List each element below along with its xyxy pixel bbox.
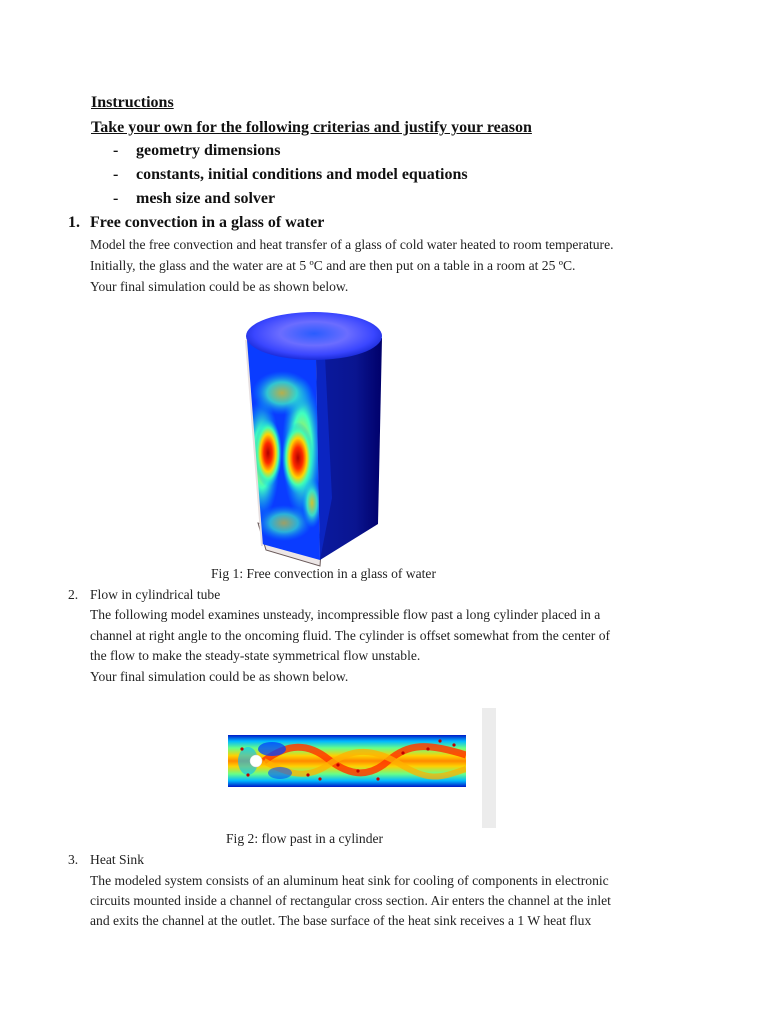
criteria-bullet: -: [113, 190, 119, 207]
body-line: The following model examines unsteady, incompressible flow past a long cylinder placed in a: [90, 607, 601, 622]
instructions-heading: Instructions: [91, 94, 174, 111]
body-line: Your final simulation could be as shown below.: [90, 669, 349, 684]
body-line: and exits the channel at the outlet. The base surface of the heat sink receives a 1 W heat flux: [90, 913, 592, 928]
section-title: Flow in cylindrical tube: [90, 587, 221, 602]
instructions-subheading: Take your own for the following criterias and justify your reason: [91, 119, 532, 136]
body-line: circuits mounted inside a channel of rectangular cross section. Air enters the channel at the inlet: [90, 893, 611, 908]
section-number: 2.: [68, 587, 79, 602]
criteria-bullet: -: [113, 142, 119, 159]
criteria-item: mesh size and solver: [136, 190, 276, 207]
criteria-item: constants, initial conditions and model equations: [136, 166, 468, 183]
figure-edge-shade: [482, 708, 496, 828]
body-line: Model the free convection and heat transfer of a glass of cold water heated to room temperature.: [90, 237, 614, 252]
figure-caption: Fig 1: Free convection in a glass of water: [211, 566, 436, 581]
section-title: Free convection in a glass of water: [90, 214, 325, 231]
criteria-bullet: -: [113, 166, 119, 183]
section-number: 1.: [68, 214, 80, 231]
body-line: the flow to make the steady-state symmetrical flow unstable.: [90, 648, 421, 663]
section-number: 3.: [68, 852, 79, 867]
body-line: The modeled system consists of an aluminum heat sink for cooling of components in electronic: [90, 873, 609, 888]
criteria-item: geometry dimensions: [136, 142, 281, 159]
cylinder-flow-figure: [228, 735, 466, 787]
glass-convection-figure: [232, 298, 402, 568]
body-line: channel at right angle to the oncoming fluid. The cylinder is offset somewhat from the center of: [90, 628, 611, 643]
figure-caption: Fig 2: flow past in a cylinder: [226, 831, 384, 846]
body-line: Initially, the glass and the water are at 5 ºC and are then put on a table in a room at 25 ºC.: [90, 258, 576, 273]
body-line: Your final simulation could be as shown below.: [90, 279, 349, 294]
section-title: Heat Sink: [90, 852, 144, 867]
